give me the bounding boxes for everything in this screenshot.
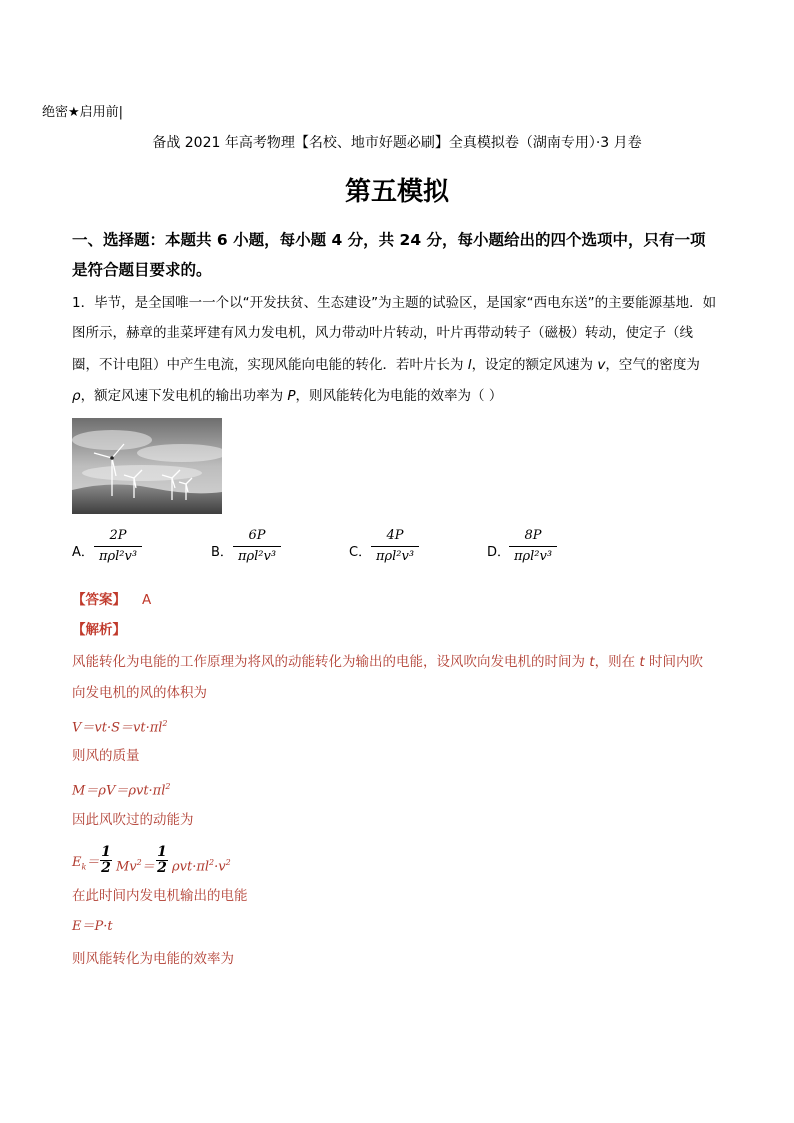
wind-turbine-photo	[72, 418, 222, 514]
explanation-line5: 在此时间内发电机输出的电能	[72, 888, 248, 904]
option-c-fraction: 4P πρl²v³	[369, 527, 421, 566]
question-line4: ρ，额定风速下发电机的输出功率为 P，则风能转化为电能的效率为（ ）	[72, 388, 503, 404]
exam-subtitle: 备战 2021 年高考物理【名校、地市好题必刷】全真模拟卷（湖南专用）·3 月卷	[152, 135, 642, 151]
formula-volume: $V=vt\cdot S=vt\cdot\pi l^2$	[72, 719, 168, 736]
option-b-fraction: 6P πρl²v³	[231, 527, 283, 566]
explanation-line3: 则风的质量	[72, 748, 140, 764]
formula-electric-energy: E＝P·t	[72, 919, 113, 934]
answer-value: A	[142, 592, 152, 608]
option-a-fraction: 2P πρl²v³	[92, 527, 144, 566]
question-line3: 圈，不计电阻）中产生电流，实现风能向电能的转化．若叶片长为 l，设定的额定风速为 v，空气的密度为	[72, 357, 700, 373]
half-fraction-2: 1 2	[157, 844, 167, 876]
explanation-line1: 风能转化为电能的工作原理为将风的动能转化为输出的电能，设风吹向发电机的时间为 t，则在 t 时间内吹	[72, 654, 703, 670]
explanation-line4: 因此风吹过的动能为	[72, 812, 194, 828]
confidential-mark: 绝密★启用前|	[42, 105, 124, 120]
formula-mass: $M=\rho V=\rho vt\cdot\pi l^2$	[72, 782, 171, 799]
section-heading-line2: 是符合题目要求的。	[72, 261, 212, 279]
explanation-line6: 则风能转化为电能的效率为	[72, 951, 234, 967]
option-d[interactable]: D． 8P πρl²v³	[487, 527, 607, 573]
half-fraction-1: 1 2	[101, 844, 111, 876]
answer-heading: 【答案】	[72, 592, 126, 608]
option-c[interactable]: C． 4P πρl²v³	[349, 527, 469, 573]
option-a[interactable]: A． 2P πρl²v³	[72, 527, 192, 573]
question-line2: 图所示，赫章的韭菜坪建有风力发电机，风力带动叶片转动，叶片再带动转子（磁极）转动，使定子（线	[72, 325, 693, 341]
section-heading-line1: 一、选择题：本题共 6 小题，每小题 4 分，共 24 分，每小题给出的四个选项中，只有一项	[72, 231, 706, 249]
explanation-line2: 向发电机的风的体积为	[72, 685, 207, 701]
question-line1: 1．毕节，是全国唯一一个以“开发扶贫、生态建设”为主题的试验区，是国家“西电东送”的主要能源基地．如	[72, 295, 717, 311]
option-b[interactable]: B． 6P πρl²v³	[211, 527, 331, 573]
option-d-fraction: 8P πρl²v³	[507, 527, 559, 566]
explanation-heading: 【解析】	[72, 622, 126, 638]
formula-kinetic-energy: $E_k=$ 1 2 $Mv^2=$ 1 2 $\rho vt\cdot\pi l^2\cdot v^2$	[72, 844, 231, 876]
page-title: 第五模拟	[344, 177, 449, 207]
